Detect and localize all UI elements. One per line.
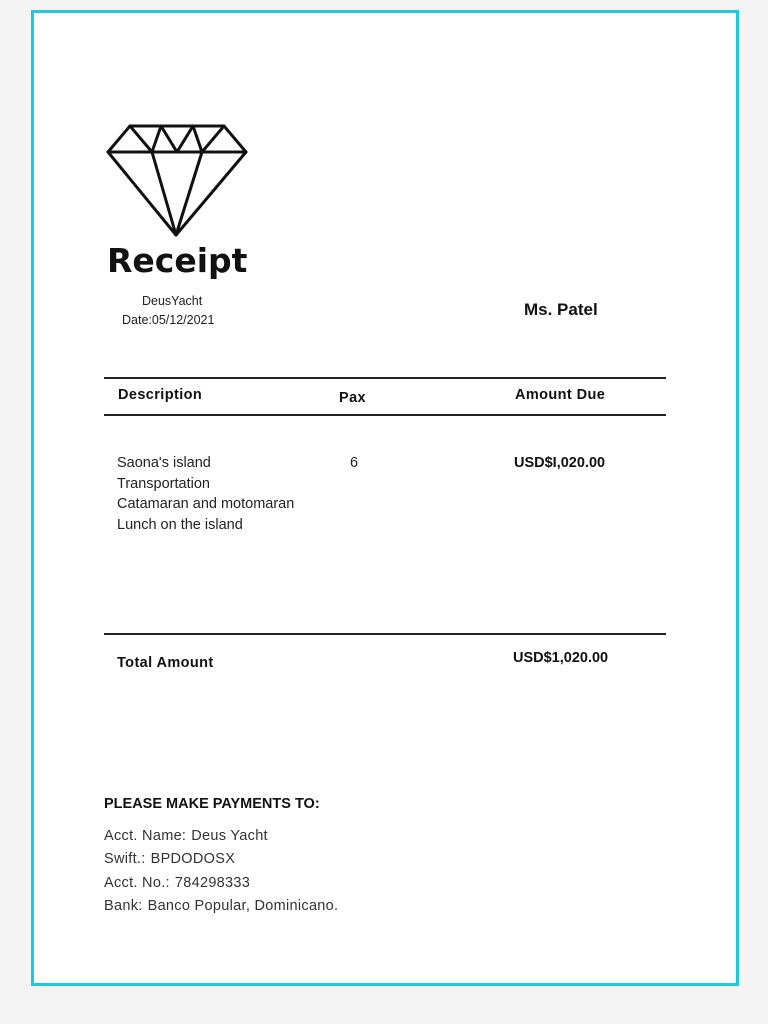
line-item-pax: 6 xyxy=(350,455,359,471)
payment-label: Acct. Name: xyxy=(104,828,187,844)
total-value: USD$1,020.00 xyxy=(513,650,609,666)
payment-label: Bank: xyxy=(104,897,143,914)
header-pax: Pax xyxy=(339,390,366,406)
description-line: Lunch on the island xyxy=(117,517,243,534)
total-label: Total Amount xyxy=(117,655,214,671)
description-line: Transportation xyxy=(117,475,210,492)
date-label: Date: xyxy=(122,313,152,327)
payment-line xyxy=(104,825,338,848)
payment-line xyxy=(104,895,338,918)
payment-value: 784298333 xyxy=(174,874,251,891)
customer-name: Ms. Patel xyxy=(524,300,598,319)
table-header-rule xyxy=(104,414,666,416)
payment-label: Swift.: xyxy=(104,851,146,868)
payment-heading: PLEASE MAKE PAYMENTS TO: xyxy=(104,796,320,812)
payment-label: Acct. No.: xyxy=(104,874,170,891)
header-amount-due: Amount Due xyxy=(515,387,606,403)
payment-value: Banco Popular, Dominicano. xyxy=(147,897,339,914)
payment-line xyxy=(104,848,338,871)
payment-line xyxy=(104,872,338,895)
payment-details xyxy=(104,825,338,918)
payment-value: BPDODOSX xyxy=(150,851,236,868)
receipt-title: Receipt xyxy=(107,241,248,280)
description-line: Catamaran and motomaran xyxy=(117,496,295,513)
date-value: 05/12/2021 xyxy=(151,313,215,327)
line-item-amount: USD$I,020.00 xyxy=(514,455,606,471)
table-top-rule xyxy=(104,377,666,379)
receipt-page xyxy=(31,10,739,986)
line-item-description xyxy=(117,453,294,536)
description-line: Saona's island xyxy=(117,455,211,471)
diamond-icon xyxy=(105,122,249,240)
receipt-date xyxy=(122,313,214,327)
company-name: DeusYacht xyxy=(142,294,203,308)
total-rule xyxy=(104,633,666,635)
header-description: Description xyxy=(118,387,203,403)
payment-value: Deus Yacht xyxy=(191,828,268,844)
